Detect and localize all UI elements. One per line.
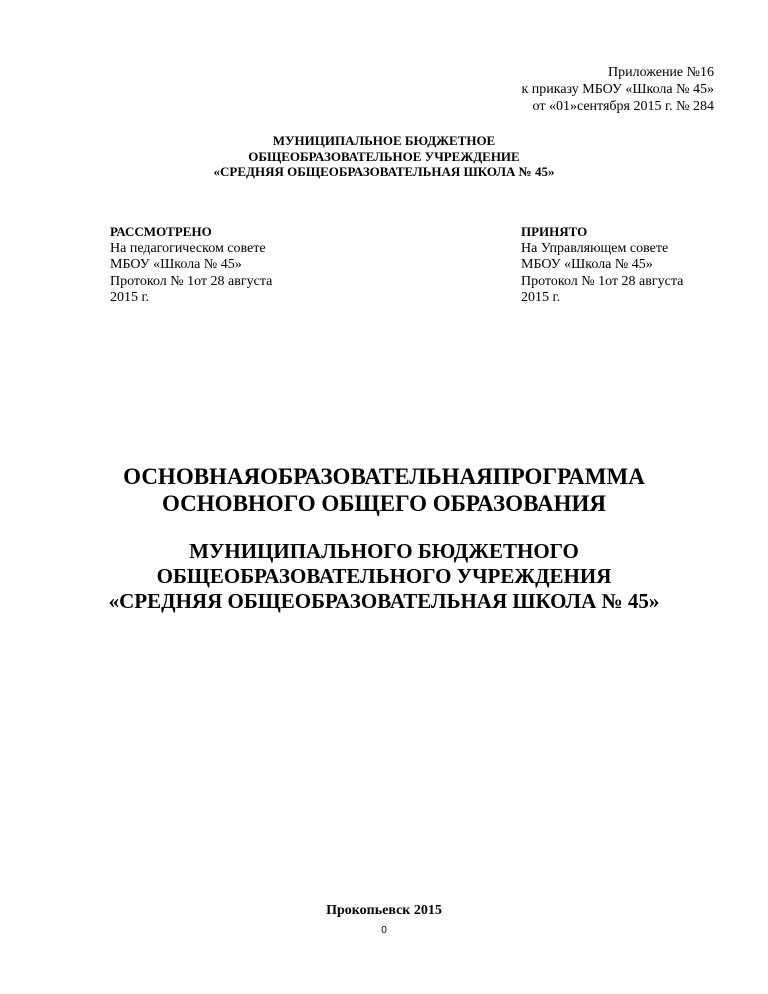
document-subtitle-line-1: МУНИЦИПАЛЬНОГО БЮДЖЕТНОГО — [189, 539, 579, 563]
considered-line-2: МБОУ «Школа № 45» — [110, 257, 242, 272]
document-title-line-2: ОСНОВНОГО ОБЩЕГО ОБРАЗОВАНИЯ — [162, 491, 606, 516]
appendix-order: к приказу МБОУ «Школа № 45» — [521, 82, 714, 97]
appendix-reference — [521, 64, 714, 115]
accepted-line-2: МБОУ «Школа № 45» — [521, 257, 653, 272]
document-subtitle — [0, 539, 768, 614]
considered-line-1: На педагогическом совете — [110, 240, 266, 256]
organization-line-3: «СРЕДНЯЯ ОБЩЕОБРАЗОВАТЕЛЬНАЯ ШКОЛА № 45» — [213, 164, 555, 179]
city-year: Прокопьевск 2015 — [326, 903, 442, 918]
appendix-number: Приложение №16 — [608, 65, 714, 80]
considered-line-4: 2015 г. — [110, 290, 150, 305]
accepted-line-4: 2015 г. — [521, 290, 561, 305]
accepted-heading: ПРИНЯТО — [521, 224, 588, 239]
considered-line-3: Протокол № 1от 28 августа — [110, 273, 273, 289]
page-number: 0 — [381, 925, 387, 936]
document-title — [0, 463, 768, 517]
organization-line-2: ОБЩЕОБРАЗОВАТЕЛЬНОЕ УЧРЕЖДЕНИЕ — [248, 148, 520, 164]
document-title-line-1: ОСНОВНАЯОБРАЗОВАТЕЛЬНАЯПРОГРАММА — [123, 464, 645, 489]
accepted-line-1: На Управляющем совете — [521, 240, 669, 256]
considered-heading: РАССМОТРЕНО — [110, 224, 212, 239]
document-subtitle-line-3: «СРЕДНЯЯ ОБЩЕОБРАЗОВАТЕЛЬНАЯ ШКОЛА № 45» — [108, 589, 660, 613]
considered-block — [110, 224, 272, 307]
accepted-line-3: Протокол № 1от 28 августа — [521, 273, 684, 289]
document-subtitle-line-2: ОБЩЕОБРАЗОВАТЕЛЬНОГО УЧРЕЖДЕНИЯ — [156, 564, 612, 588]
appendix-order-date: от «01»сентября 2015 г. № 284 — [532, 99, 714, 114]
organization-header — [0, 133, 768, 180]
organization-line-1: МУНИЦИПАЛЬНОЕ БЮДЖЕТНОЕ — [272, 133, 496, 148]
accepted-block — [521, 224, 683, 307]
